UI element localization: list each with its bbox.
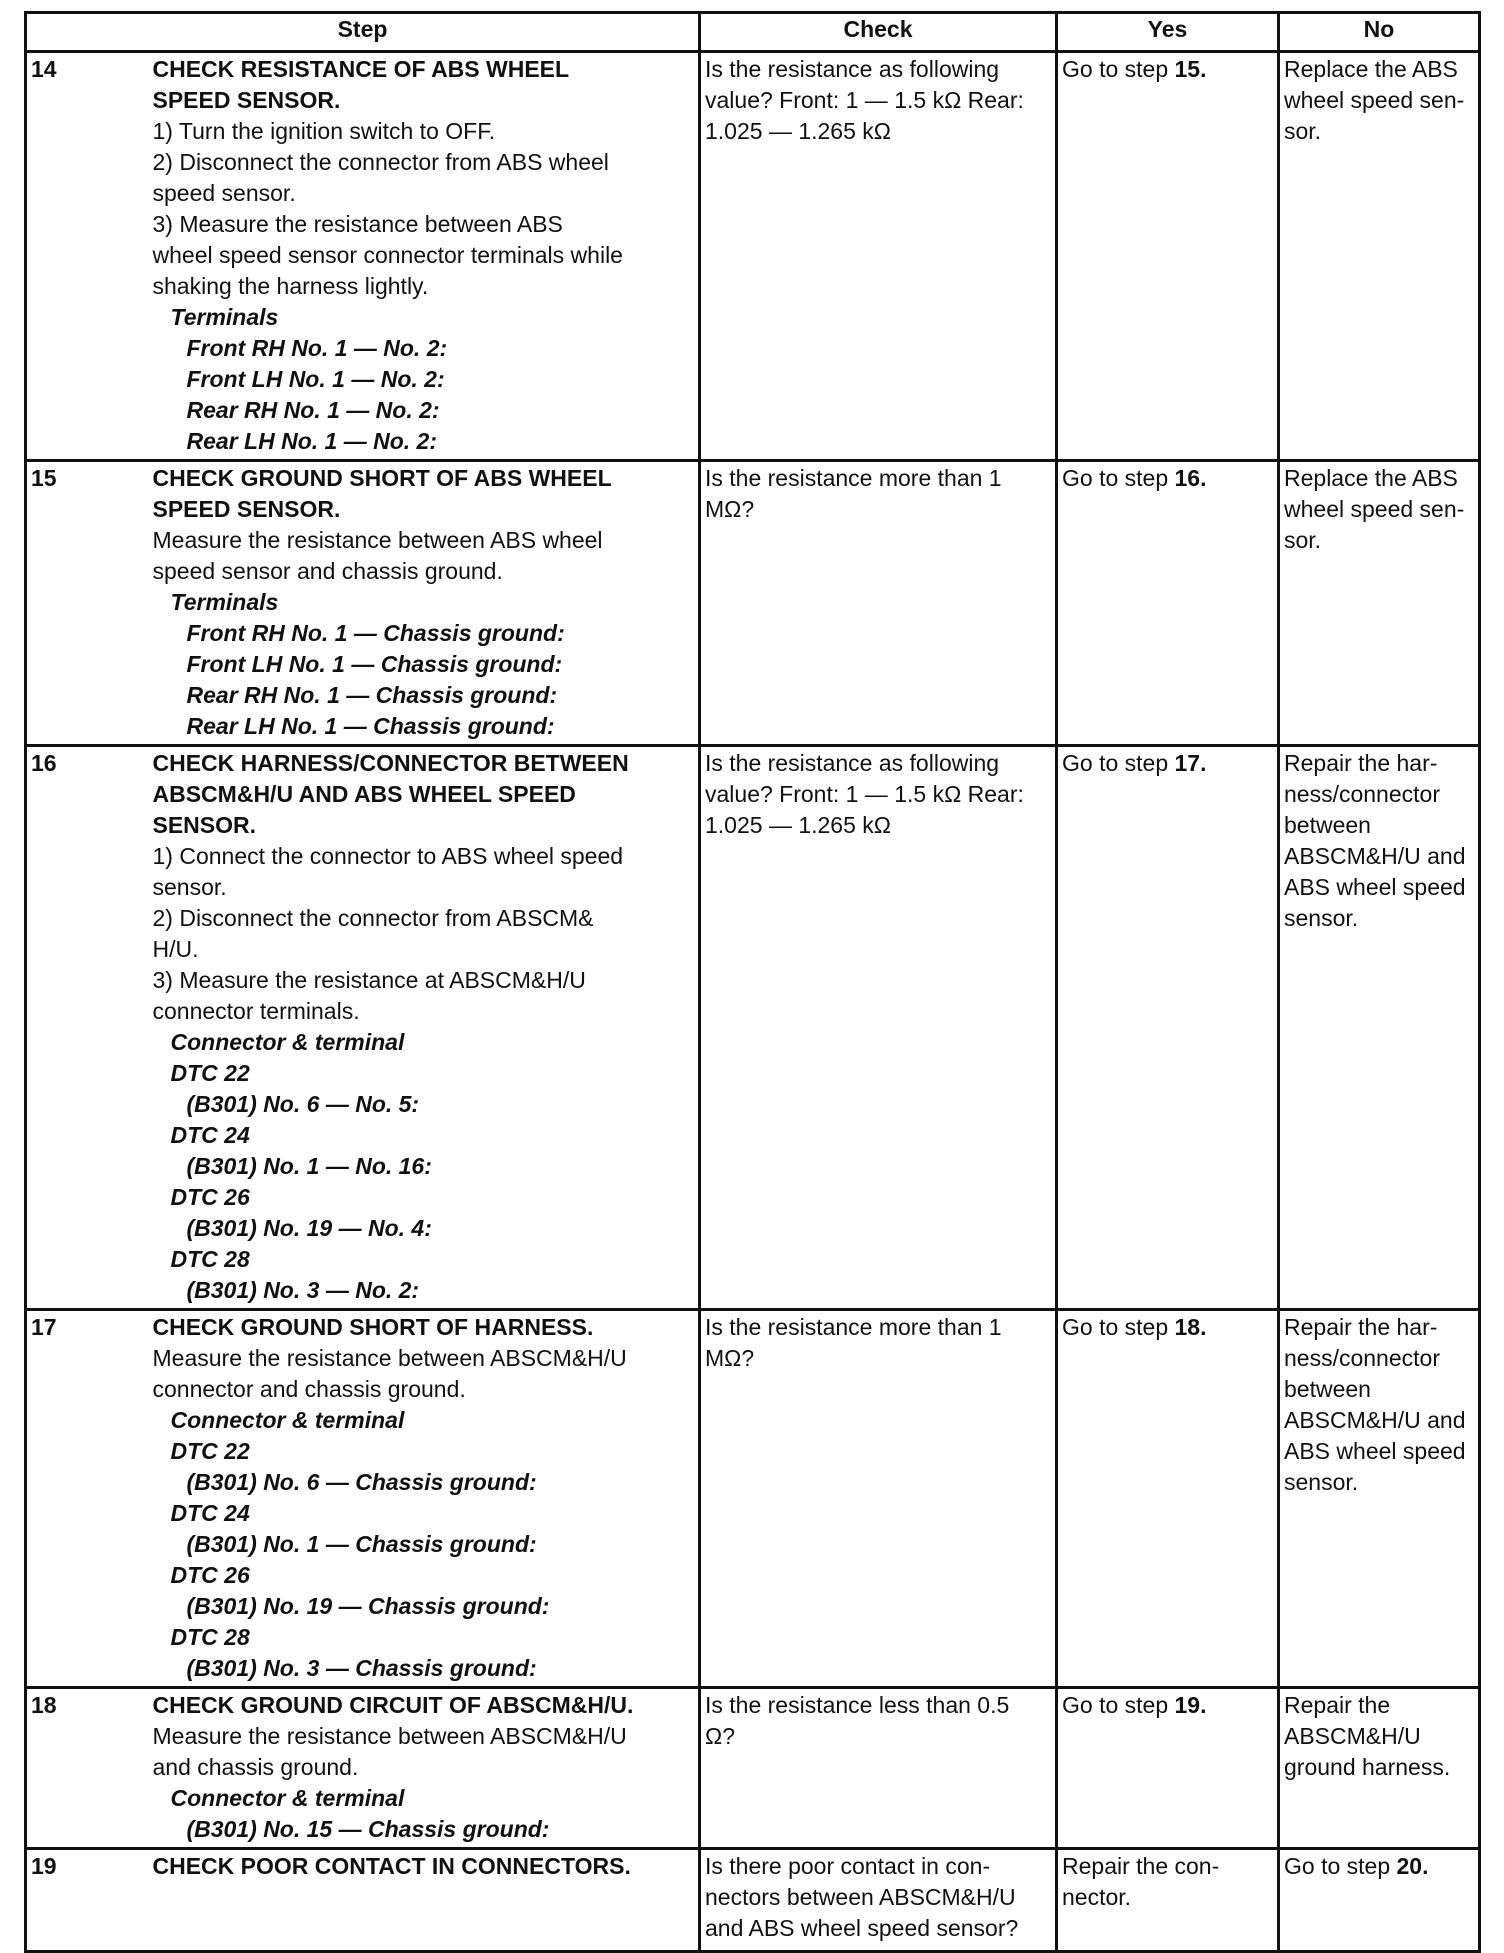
- step-title: CHECK POOR CONTACT IN CONNECTORS.: [152, 1853, 631, 1879]
- instruction: 1) Turn the ignition switch to OFF.: [152, 118, 496, 144]
- no-text: between: [1284, 1376, 1371, 1402]
- check-text: Ω?: [705, 1723, 735, 1749]
- instruction: connector terminals.: [152, 998, 360, 1024]
- terminals-label: Connector & terminal: [170, 1029, 405, 1055]
- no-text: sor.: [1284, 527, 1322, 553]
- terminal-spec: Rear RH No. 1 — No. 2:: [186, 397, 440, 423]
- header-row: [26, 13, 1480, 52]
- no-cell: [1279, 746, 1480, 1310]
- step-title: ABSCM&H/U AND ABS WHEEL SPEED: [152, 781, 576, 807]
- check-cell: [700, 746, 1057, 1310]
- step-number: 15: [26, 461, 149, 746]
- terminal-spec: (B301) No. 3 — Chassis ground:: [186, 1655, 537, 1681]
- step-number: 18: [26, 1688, 149, 1849]
- step-title: SPEED SENSOR.: [152, 87, 341, 113]
- terminal-spec: Rear LH No. 1 — Chassis ground:: [186, 713, 555, 739]
- dtc-label: DTC 28: [170, 1246, 250, 1272]
- step-title: SENSOR.: [152, 812, 257, 838]
- no-step-ref: 20.: [1396, 1853, 1429, 1879]
- terminal-spec: (B301) No. 15 — Chassis ground:: [186, 1816, 550, 1842]
- terminal-spec: Rear RH No. 1 — Chassis ground:: [186, 682, 558, 708]
- check-text: value? Front: 1 — 1.5 kΩ Rear:: [705, 781, 1024, 807]
- dtc-label: DTC 24: [170, 1500, 250, 1526]
- yes-text: Go to step: [1062, 1314, 1175, 1340]
- instruction: speed sensor.: [152, 180, 296, 206]
- step-description: [149, 1849, 700, 1952]
- header-no: No: [1279, 13, 1480, 52]
- no-cell: [1279, 1310, 1480, 1688]
- terminal-spec: (B301) No. 1 — No. 16:: [186, 1153, 432, 1179]
- terminal-spec: (B301) No. 19 — No. 4:: [186, 1215, 432, 1241]
- step-title: CHECK GROUND SHORT OF ABS WHEEL: [152, 465, 612, 491]
- instruction: 2) Disconnect the connector from ABSCM&: [152, 905, 594, 931]
- no-text: ground harness.: [1284, 1754, 1451, 1780]
- instruction: speed sensor and chassis ground.: [152, 558, 503, 584]
- no-text: Repair the har-: [1284, 750, 1438, 776]
- check-cell: [700, 1688, 1057, 1849]
- step-title: CHECK GROUND CIRCUIT OF ABSCM&H/U.: [152, 1692, 634, 1718]
- check-text: 1.025 — 1.265 kΩ: [705, 118, 891, 144]
- step-description: [149, 52, 700, 461]
- no-text: ABS wheel speed: [1284, 1438, 1466, 1464]
- step-title: CHECK RESISTANCE OF ABS WHEEL: [152, 56, 570, 82]
- diagnostic-table: [24, 11, 1481, 1953]
- yes-cell: [1057, 1310, 1279, 1688]
- no-text: between: [1284, 812, 1371, 838]
- no-cell: [1279, 1688, 1480, 1849]
- yes-cell: [1057, 746, 1279, 1310]
- terminal-spec: Front LH No. 1 — No. 2:: [186, 366, 445, 392]
- terminal-spec: Front RH No. 1 — No. 2:: [186, 335, 448, 361]
- yes-cell: [1057, 461, 1279, 746]
- no-text: ABS wheel speed: [1284, 874, 1466, 900]
- header-yes: Yes: [1057, 13, 1279, 52]
- yes-cell: [1057, 1849, 1279, 1952]
- no-text: Repair the har-: [1284, 1314, 1438, 1340]
- yes-step-ref: 19.: [1174, 1692, 1207, 1718]
- terminal-spec: (B301) No. 6 — Chassis ground:: [186, 1469, 537, 1495]
- check-text: MΩ?: [705, 496, 755, 522]
- check-text: Is the resistance less than 0.5: [705, 1692, 1010, 1718]
- no-text: Replace the ABS: [1284, 465, 1458, 491]
- table-row: [26, 1310, 1480, 1688]
- instruction: Measure the resistance between ABSCM&H/U: [152, 1723, 627, 1749]
- step-number: 17: [26, 1310, 149, 1688]
- no-cell: [1279, 1849, 1480, 1952]
- step-title: CHECK GROUND SHORT OF HARNESS.: [152, 1314, 594, 1340]
- no-text: ABSCM&H/U: [1284, 1723, 1421, 1749]
- yes-step-ref: 16.: [1174, 465, 1207, 491]
- terminal-spec: (B301) No. 6 — No. 5:: [186, 1091, 420, 1117]
- step-number: 14: [26, 52, 149, 461]
- no-cell: [1279, 52, 1480, 461]
- table-row: [26, 461, 1480, 746]
- check-text: value? Front: 1 — 1.5 kΩ Rear:: [705, 87, 1024, 113]
- instruction: and chassis ground.: [152, 1754, 359, 1780]
- header-check: Check: [700, 13, 1057, 52]
- step-number: 19: [26, 1849, 149, 1952]
- check-text: Is the resistance as following: [705, 56, 1000, 82]
- step-title: CHECK HARNESS/CONNECTOR BETWEEN: [152, 750, 629, 776]
- no-cell: [1279, 461, 1480, 746]
- step-number: 16: [26, 746, 149, 1310]
- yes-cell: [1057, 52, 1279, 461]
- terminals-label: Connector & terminal: [170, 1407, 405, 1433]
- no-text: wheel speed sen-: [1284, 87, 1465, 113]
- step-description: [149, 1688, 700, 1849]
- dtc-label: DTC 26: [170, 1184, 250, 1210]
- terminal-spec: Rear LH No. 1 — No. 2:: [186, 428, 437, 454]
- step-description: [149, 461, 700, 746]
- dtc-label: DTC 22: [170, 1060, 250, 1086]
- instruction: H/U.: [152, 936, 199, 962]
- terminals-label: Terminals: [170, 304, 279, 330]
- no-text: sensor.: [1284, 905, 1359, 931]
- check-text: Is the resistance more than 1: [705, 1314, 1002, 1340]
- no-text: Go to step: [1284, 1853, 1397, 1879]
- terminal-spec: Front LH No. 1 — Chassis ground:: [186, 651, 563, 677]
- dtc-label: DTC 22: [170, 1438, 250, 1464]
- terminal-spec: (B301) No. 19 — Chassis ground:: [186, 1593, 550, 1619]
- table-row: [26, 1688, 1480, 1849]
- check-cell: [700, 461, 1057, 746]
- instruction: wheel speed sensor connector terminals while: [152, 242, 623, 268]
- no-text: ABSCM&H/U and: [1284, 843, 1466, 869]
- instruction: 3) Measure the resistance at ABSCM&H/U: [152, 967, 586, 993]
- no-text: wheel speed sen-: [1284, 496, 1465, 522]
- terminal-spec: (B301) No. 3 — No. 2:: [186, 1277, 420, 1303]
- check-text: MΩ?: [705, 1345, 755, 1371]
- instruction: Measure the resistance between ABSCM&H/U: [152, 1345, 627, 1371]
- table-row: [26, 746, 1480, 1310]
- no-text: Repair the: [1284, 1692, 1391, 1718]
- no-text: sor.: [1284, 118, 1322, 144]
- table-row: [26, 1849, 1480, 1952]
- yes-step-ref: 18.: [1174, 1314, 1207, 1340]
- check-text: Is the resistance more than 1: [705, 465, 1002, 491]
- yes-text: Go to step: [1062, 56, 1175, 82]
- no-text: Replace the ABS: [1284, 56, 1458, 82]
- dtc-label: DTC 28: [170, 1624, 250, 1650]
- no-text: ness/connector: [1284, 1345, 1440, 1371]
- check-cell: [700, 1310, 1057, 1688]
- check-text: Is the resistance as following: [705, 750, 1000, 776]
- no-text: sensor.: [1284, 1469, 1359, 1495]
- instruction: Measure the resistance between ABS wheel: [152, 527, 603, 553]
- no-text: ABSCM&H/U and: [1284, 1407, 1466, 1433]
- yes-step-ref: 15.: [1174, 56, 1207, 82]
- instruction: connector and chassis ground.: [152, 1376, 466, 1402]
- instruction: sensor.: [152, 874, 227, 900]
- terminals-label: Terminals: [170, 589, 279, 615]
- check-text: nectors between ABSCM&H/U: [705, 1884, 1016, 1910]
- yes-text: Go to step: [1062, 750, 1175, 776]
- check-cell: [700, 1849, 1057, 1952]
- instruction: 1) Connect the connector to ABS wheel speed: [152, 843, 624, 869]
- header-step: Step: [26, 13, 700, 52]
- yes-text: Repair the con-: [1062, 1853, 1220, 1879]
- dtc-label: DTC 26: [170, 1562, 250, 1588]
- yes-cell: [1057, 1688, 1279, 1849]
- terminal-spec: Front RH No. 1 — Chassis ground:: [186, 620, 565, 646]
- instruction: 2) Disconnect the connector from ABS wheel: [152, 149, 609, 175]
- dtc-label: DTC 24: [170, 1122, 250, 1148]
- yes-text: Go to step: [1062, 465, 1175, 491]
- step-description: [149, 1310, 700, 1688]
- check-text: and ABS wheel speed sensor?: [705, 1915, 1019, 1941]
- yes-text: nector.: [1062, 1884, 1132, 1910]
- table-row: [26, 52, 1480, 461]
- instruction: shaking the harness lightly.: [152, 273, 429, 299]
- instruction: 3) Measure the resistance between ABS: [152, 211, 563, 237]
- step-title: SPEED SENSOR.: [152, 496, 341, 522]
- check-cell: [700, 52, 1057, 461]
- check-text: 1.025 — 1.265 kΩ: [705, 812, 891, 838]
- terminal-spec: (B301) No. 1 — Chassis ground:: [186, 1531, 537, 1557]
- check-text: Is there poor contact in con-: [705, 1853, 991, 1879]
- yes-text: Go to step: [1062, 1692, 1175, 1718]
- no-text: ness/connector: [1284, 781, 1440, 807]
- terminals-label: Connector & terminal: [170, 1785, 405, 1811]
- yes-step-ref: 17.: [1174, 750, 1207, 776]
- step-description: [149, 746, 700, 1310]
